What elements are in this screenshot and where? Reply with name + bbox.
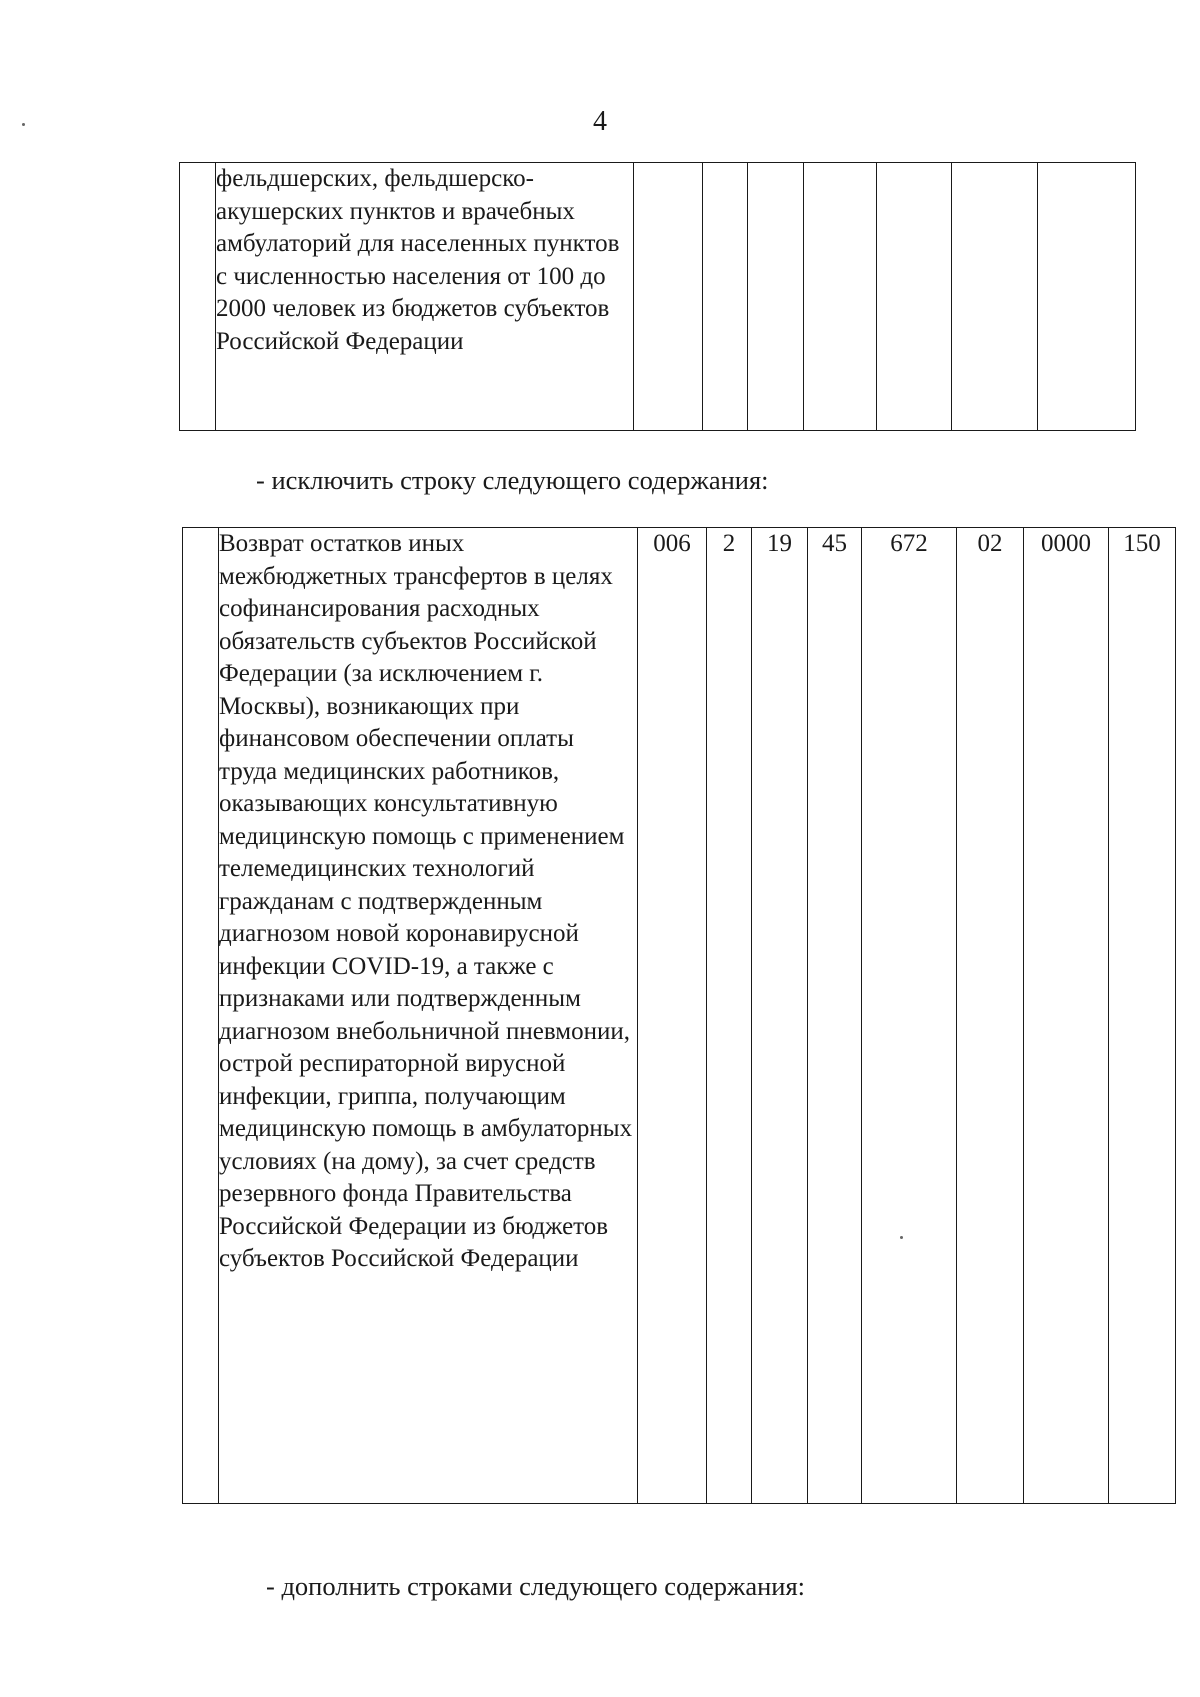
scan-speck xyxy=(900,1236,903,1239)
code-cell: 150 xyxy=(1109,528,1176,1504)
code-cell: 45 xyxy=(808,528,862,1504)
code-cell xyxy=(748,163,804,431)
code-cell xyxy=(952,163,1038,431)
code-cell: 672 xyxy=(862,528,957,1504)
scan-speck xyxy=(22,123,25,126)
row-description: Возврат остатков иных межбюджетных трансфертов в целях софинансирования расходных обязательств субъектов Российской Федерации (за исключением г. Москвы), возникающих при финансовом обеспечении оплаты труда медицинских работников, оказывающих консультативную медицинскую помощь с применением телемедицинских технологий гражданам с подтвержденным диагнозом новой коронавирусной инфекции COVID-19, а также с признаками или подтвержденным диагнозом внебольничной пневмонии, острой респираторной вирусной инфекции, гриппа, получающим медицинскую помощь в амбулаторных условиях (на дому), за счет средств резервного фонда Правительства Российской Федерации из бюджетов субъектов Российской Федерации xyxy=(219,528,638,1504)
code-cell: 19 xyxy=(752,528,808,1504)
instruction-add: - дополнить строками следующего содержания: xyxy=(266,1571,806,1601)
code-cell: 2 xyxy=(707,528,752,1504)
excluded-row-table xyxy=(182,527,1176,1504)
continued-table xyxy=(179,162,1136,431)
page-number: 4 xyxy=(593,106,607,137)
code-cell xyxy=(703,163,748,431)
code-cell: 0000 xyxy=(1024,528,1109,1504)
code-cell xyxy=(804,163,877,431)
code-cell: 006 xyxy=(638,528,707,1504)
row-description: фельдшерских, фельдшерско-акушерских пунктов и врачебных амбулаторий для населенных пунктов с численностью населения от 100 до 2000 человек из бюджетов субъектов Российской Федерации xyxy=(216,163,634,431)
row-number-cell xyxy=(183,528,219,1504)
table-row xyxy=(180,163,1136,431)
row-number-cell xyxy=(180,163,216,431)
code-cell xyxy=(877,163,952,431)
table-row xyxy=(183,528,1176,1504)
code-cell xyxy=(1038,163,1136,431)
code-cell xyxy=(634,163,703,431)
code-cell: 02 xyxy=(957,528,1024,1504)
instruction-exclude: - исключить строку следующего содержания: xyxy=(256,465,769,495)
